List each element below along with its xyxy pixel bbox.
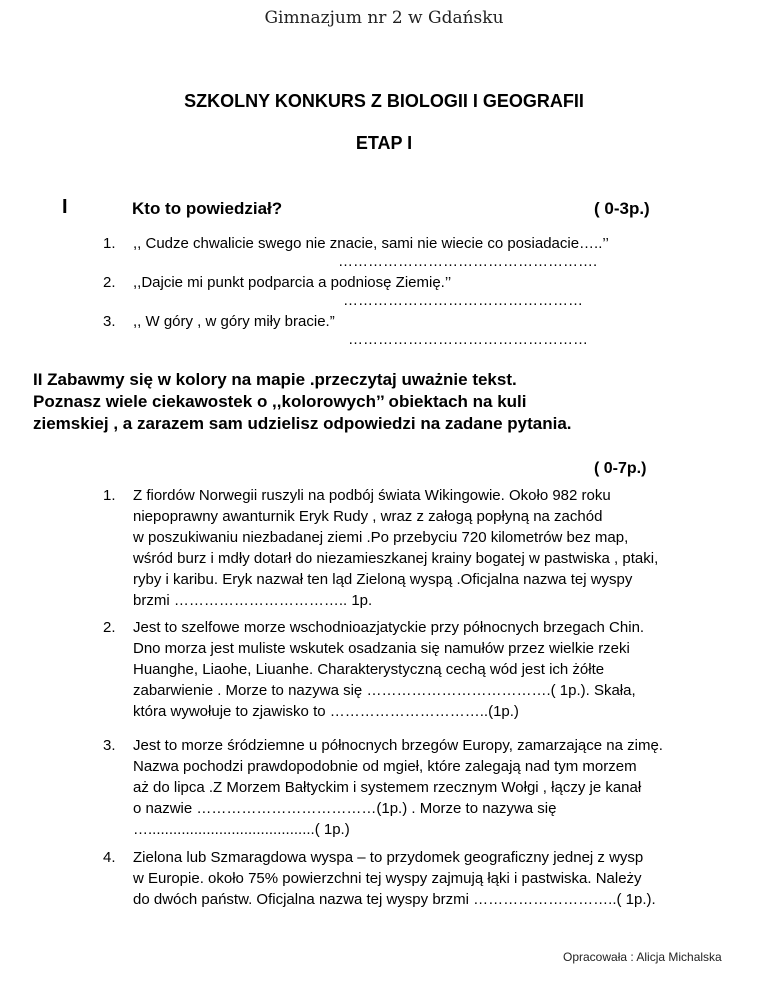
text-line: …........................................( 1p.) — [133, 821, 350, 838]
text-line: o nazwie ………………………………(1p.) . Morze to nazywa się — [133, 800, 557, 817]
quote-text: ,, Cudze chwalicie swego nie znacie, sami nie wiecie co posiadacie…..’’ — [133, 235, 609, 252]
text-line: brzmi …………………………….. 1p. — [133, 592, 373, 609]
list-item — [103, 233, 609, 272]
quote-text: ,, W góry , w góry miły bracie.” — [133, 313, 335, 330]
heading-line: ziemskiej , a zarazem sam udzielisz odpowiedzi na zadane pytania. — [33, 414, 572, 433]
text-line: Z fiordów Norwegii ruszyli na podbój świata Wikingowie. Około 982 roku — [133, 487, 611, 504]
text-line: Nazwa pochodzi prawdopodobnie od mgieł, które zalegają nad tym morzem — [133, 758, 637, 775]
item-number: 1. — [103, 235, 116, 252]
heading-line: II Zabawmy się w kolory na mapie .przeczytaj uważnie tekst. — [33, 370, 517, 389]
list-item — [103, 735, 663, 840]
list-item — [103, 617, 644, 722]
item-number: 3. — [103, 737, 116, 754]
heading-line: Poznasz wiele ciekawostek o ,,kolorowych’’ obiektach na kuli — [33, 392, 527, 411]
text-line: która wywołuje to zjawisko to …………………………..(1p.) — [133, 703, 519, 720]
page-header: Gimnazjum nr 2 w Gdańsku — [264, 8, 504, 28]
quote-text: ,,Dajcie mi punkt podparcia a podniosę Ziemię.’’ — [133, 274, 452, 291]
document-title: SZKOLNY KONKURS Z BIOLOGII I GEOGRAFII — [184, 91, 584, 111]
section1-heading: Kto to powiedział? — [132, 199, 283, 218]
answer-blank[interactable]: ………………………………………… — [343, 292, 583, 309]
text-line: Dno morza jest muliste wskutek osadzania się namułów przez wielkie rzeki — [133, 640, 630, 657]
text-line: Huanghe, Liaohe, Liuanhe. Charakterystyczną cechą wód jest ich żółte — [133, 661, 605, 678]
item-number: 2. — [103, 619, 116, 636]
section2-points: ( 0-7p.) — [594, 460, 647, 477]
text-line: Zielona lub Szmaragdowa wyspa – to przydomek geograficzny jednej z wysp — [133, 849, 644, 866]
section1-list — [103, 233, 609, 350]
list-item — [103, 485, 658, 611]
item-number: 1. — [103, 487, 116, 504]
section1-numeral: I — [62, 196, 68, 218]
text-line: niepoprawny awanturnik Eryk Rudy , wraz z załogą popłyną na zachód — [133, 508, 603, 525]
text-line: do dwóch państw. Oficjalna nazwa tej wyspy brzmi ………………………..( 1p.). — [133, 891, 656, 908]
page-footer: Opracowała : Alicja Michalska — [563, 950, 722, 964]
item-number: 4. — [103, 849, 116, 866]
text-line: w poszukiwaniu niezbadanej ziemi .Po przebyciu 720 kilometrów bez map, — [133, 529, 629, 546]
text-line: Jest to morze śródziemne u północnych brzegów Europy, zamarzające na zimę. — [133, 737, 663, 754]
text-line: ryby i karibu. Eryk nazwał ten ląd Zieloną wyspą .Oficjalna nazwa tej wyspy — [133, 571, 633, 588]
item-number: 2. — [103, 274, 116, 291]
text-line: zabarwienie . Morze to nazywa się ……………………………….( 1p.). Skała, — [133, 682, 636, 699]
list-item — [103, 272, 609, 311]
text-line: aż do lipca .Z Morzem Bałtyckim i systemem rzecznym Wołgi , łączy je kanał — [133, 779, 642, 796]
stage-title: ETAP I — [355, 133, 413, 153]
text-line: wśród burz i mdły dotarł do niezamieszkanej krainy bogatej w pastwiska , ptaki, — [133, 550, 659, 567]
answer-blank[interactable]: ……………………………………………. — [338, 253, 598, 270]
section2-heading — [33, 369, 572, 435]
item-number: 3. — [103, 313, 116, 330]
text-line: w Europie. około 75% powierzchni tej wyspy zajmują łąki i pastwiska. Należy — [133, 870, 642, 887]
text-line: Jest to szelfowe morze wschodnioazjatyckie przy północnych brzegach Chin. — [133, 619, 645, 636]
list-item — [103, 847, 656, 910]
list-item — [103, 311, 609, 350]
answer-blank[interactable]: ………………………………………… — [348, 331, 588, 348]
section1-points: ( 0-3p.) — [594, 199, 650, 218]
